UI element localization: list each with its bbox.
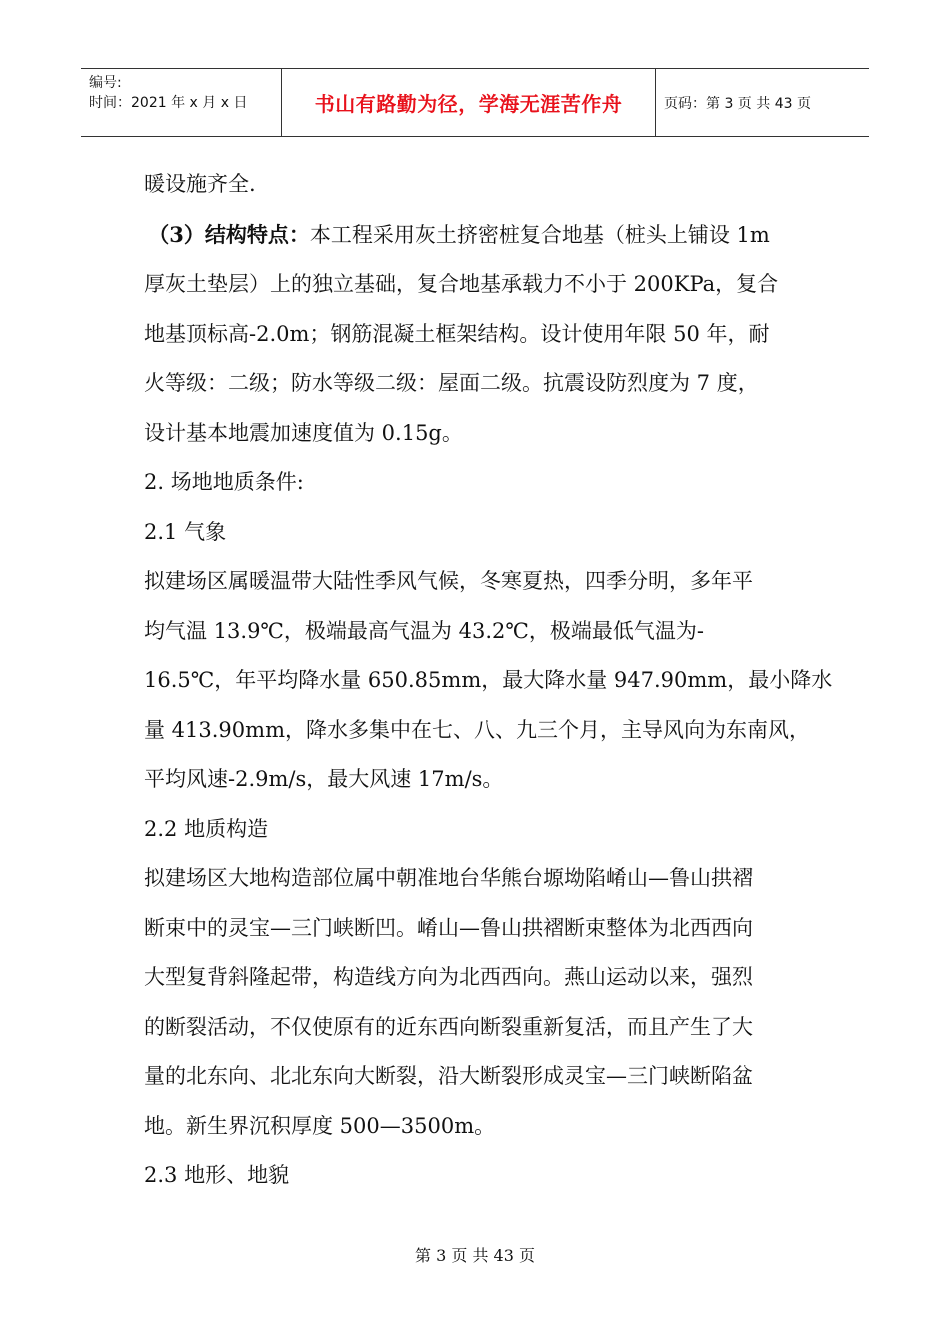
doc-time-label: 时间：2021 年 x 月 x 日: [89, 95, 248, 111]
body-line: 大型复背斜隆起带，构造线方向为北西西向。燕山运动以来，强烈: [144, 965, 753, 989]
structure-text: 本工程采用灰土挤密桩复合地基（桩头上铺设 1m: [309, 222, 770, 247]
header-meta: [81, 69, 282, 136]
body-line: 厚灰土垫层）上的独立基础，复合地基承载力不小于 200KPa，复合: [144, 272, 779, 296]
body-line: 火等级：二级；防水等级二级：屋面二级。抗震设防烈度为 7 度，: [144, 371, 759, 395]
body-line-structure: [144, 210, 809, 261]
section-heading: 2. 场地地质条件:: [144, 470, 304, 494]
subsection-heading: 2.3 地形、地貌: [144, 1163, 290, 1187]
doc-number-label: 编号:: [89, 75, 122, 91]
page-header: [81, 68, 869, 137]
body-line: 均气温 13.9℃，极端最高气温为 43.2℃，极端最低气温为-: [144, 618, 704, 643]
document-body: [144, 160, 833, 1201]
body-line: 拟建场区属暖温带大陆性季风气候，冬寒夏热，四季分明，多年平: [144, 569, 753, 593]
body-line: 拟建场区大地构造部位属中朝准地台华熊台塬坳陷崤山—鲁山拱褶: [144, 866, 753, 890]
header-motto: 书山有路勤为径，学海无涯苦作舟: [282, 69, 656, 136]
body-line: 断束中的灵宝—三门峡断凹。崤山—鲁山拱褶断束整体为北西西向: [144, 915, 753, 940]
page-footer: 第 3 页 共 43 页: [415, 1246, 535, 1265]
body-line: 量 413.90mm，降水多集中在七、八、九三个月，主导风向为东南风，: [144, 717, 810, 742]
body-line: 暖设施齐全.: [144, 172, 256, 196]
body-line: 地。新生界沉积厚度 500—3500m。: [144, 1113, 496, 1138]
subsection-heading: 2.2 地质构造: [144, 816, 269, 841]
body-line: 设计基本地震加速度值为 0.15g。: [144, 420, 463, 445]
header-page-code: 页码：第 3 页 共 43 页: [664, 95, 811, 112]
body-line: 16.5℃，年平均降水量 650.85mm，最大降水量 947.90mm，最小降水: [144, 668, 833, 692]
body-line: 量的北东向、北北东向大断裂，沿大断裂形成灵宝—三门峡断陷盆: [144, 1064, 753, 1088]
body-line: 平均风速-2.9m/s，最大风速 17m/s。: [144, 767, 504, 791]
body-line: 的断裂活动，不仅使原有的近东西向断裂重新复活，而且产生了大: [144, 1014, 753, 1039]
body-line: 地基顶标高-2.0m；钢筋混凝土框架结构。设计使用年限 50 年，耐: [144, 321, 770, 346]
subsection-heading: 2.1 气象: [144, 519, 227, 544]
structure-heading: （3）结构特点：: [148, 221, 310, 247]
